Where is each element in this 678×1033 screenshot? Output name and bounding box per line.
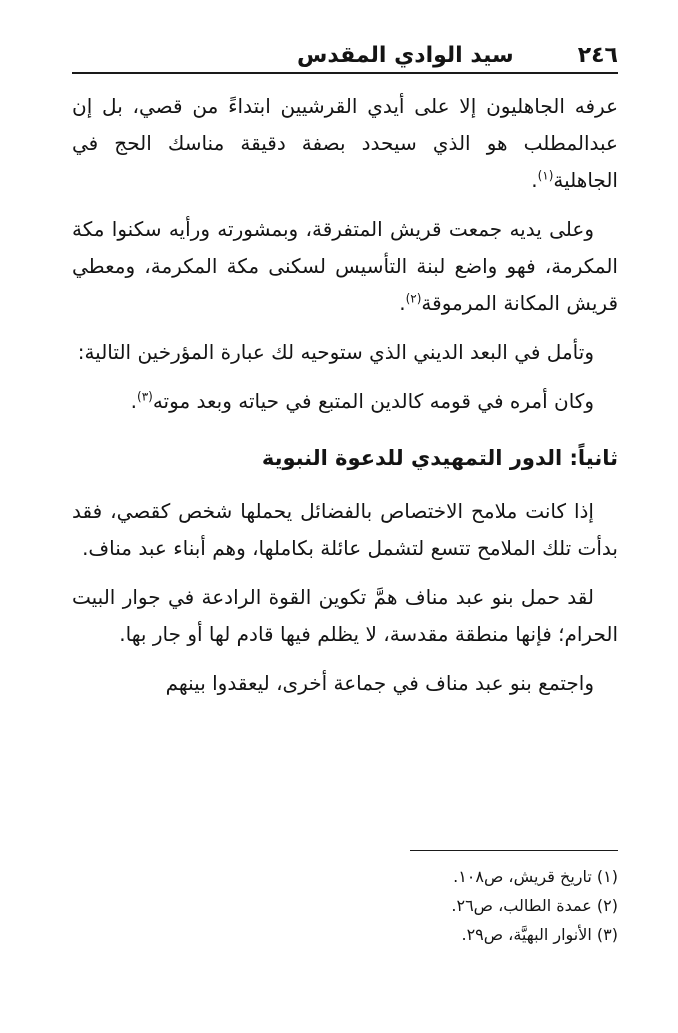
footnote: (١) تاريخ قريش، ص١٠٨.	[453, 867, 618, 886]
footnote-reference: (٢)	[405, 291, 422, 306]
paragraph-text: وكان أمره في قومه كالدين المتبع في حياته وبعد موته	[152, 389, 594, 413]
paragraph-text: وتأمل في البعد الديني الذي ستوحيه لك عبارة المؤرخين التالية:	[77, 340, 594, 364]
main-text	[72, 88, 618, 702]
paragraph: لقد حمل بنو عبد مناف همَّ تكوين القوة الرادعة في جوار البيت الحرام؛ فإنها منطقة مقدسة، لا يظلم فيها قادم لها أو جار بها.	[72, 585, 618, 646]
paragraph-text: عرفه الجاهليون إلا على أيدي القرشيين ابتداءً من قصي، بل إن عبدالمطلب هو الذي سيحدد بصفة دقيقة مناسك الحج في الجاهلية	[72, 94, 618, 192]
footnote: (٢) عمدة الطالب، ص٢٦.	[451, 896, 618, 915]
quotation: وكان أمره في قومه كالدين المتبع في حياته وبعد موته$^{(٣)}$.	[130, 389, 594, 413]
footnote-reference: (٣)	[137, 389, 153, 404]
paragraph: عرفه الجاهليون إلا على أيدي القرشيين ابتداءً من قصي، بل إن عبدالمطلب هو الذي سيحدد بصفة دقيقة مناسك الحج في الجاهلية$^{(١)}$.	[72, 94, 618, 192]
paragraph-text: وعلى يديه جمعت قريش المتفرقة، وبمشورته ورأيه سكنوا مكة المكرمة، فهو واضع لبنة التأسيس لسكنى مكة المكرمة، ومعطي قريش المكانة المرموقة	[72, 217, 618, 315]
running-title: سيد الوادي المقدس	[297, 43, 514, 68]
header-divider	[72, 72, 618, 74]
footnote: (٣) الأنوار البهيَّة، ص٢٩.	[461, 925, 618, 944]
footnote-reference: (١)	[537, 168, 554, 183]
paragraph: إذا كانت ملامح الاختصاص بالفضائل يحملها شخص كقصي، فقد بدأت تلك الملامح تتسع لتشمل عائلة بكاملها، وهم أبناء عبد مناف.	[72, 499, 618, 560]
footnote-divider	[410, 850, 618, 851]
paragraph: واجتمع بنو عبد مناف في جماعة أخرى، ليعقدوا بينهم	[165, 671, 594, 695]
footnotes	[72, 862, 618, 949]
paragraph	[72, 334, 618, 371]
section-heading: ثانياً: الدور التمهيدي للدعوة النبوية	[261, 446, 618, 470]
paragraph: وعلى يديه جمعت قريش المتفرقة، وبمشورته ورأيه سكنوا مكة المكرمة، فهو واضع لبنة التأسيس لسكنى مكة المكرمة، ومعطي قريش المكانة المرموقة$^{(٢)}$.	[72, 217, 618, 315]
page-number: ٢٤٦	[577, 43, 618, 68]
page-header	[72, 28, 618, 68]
